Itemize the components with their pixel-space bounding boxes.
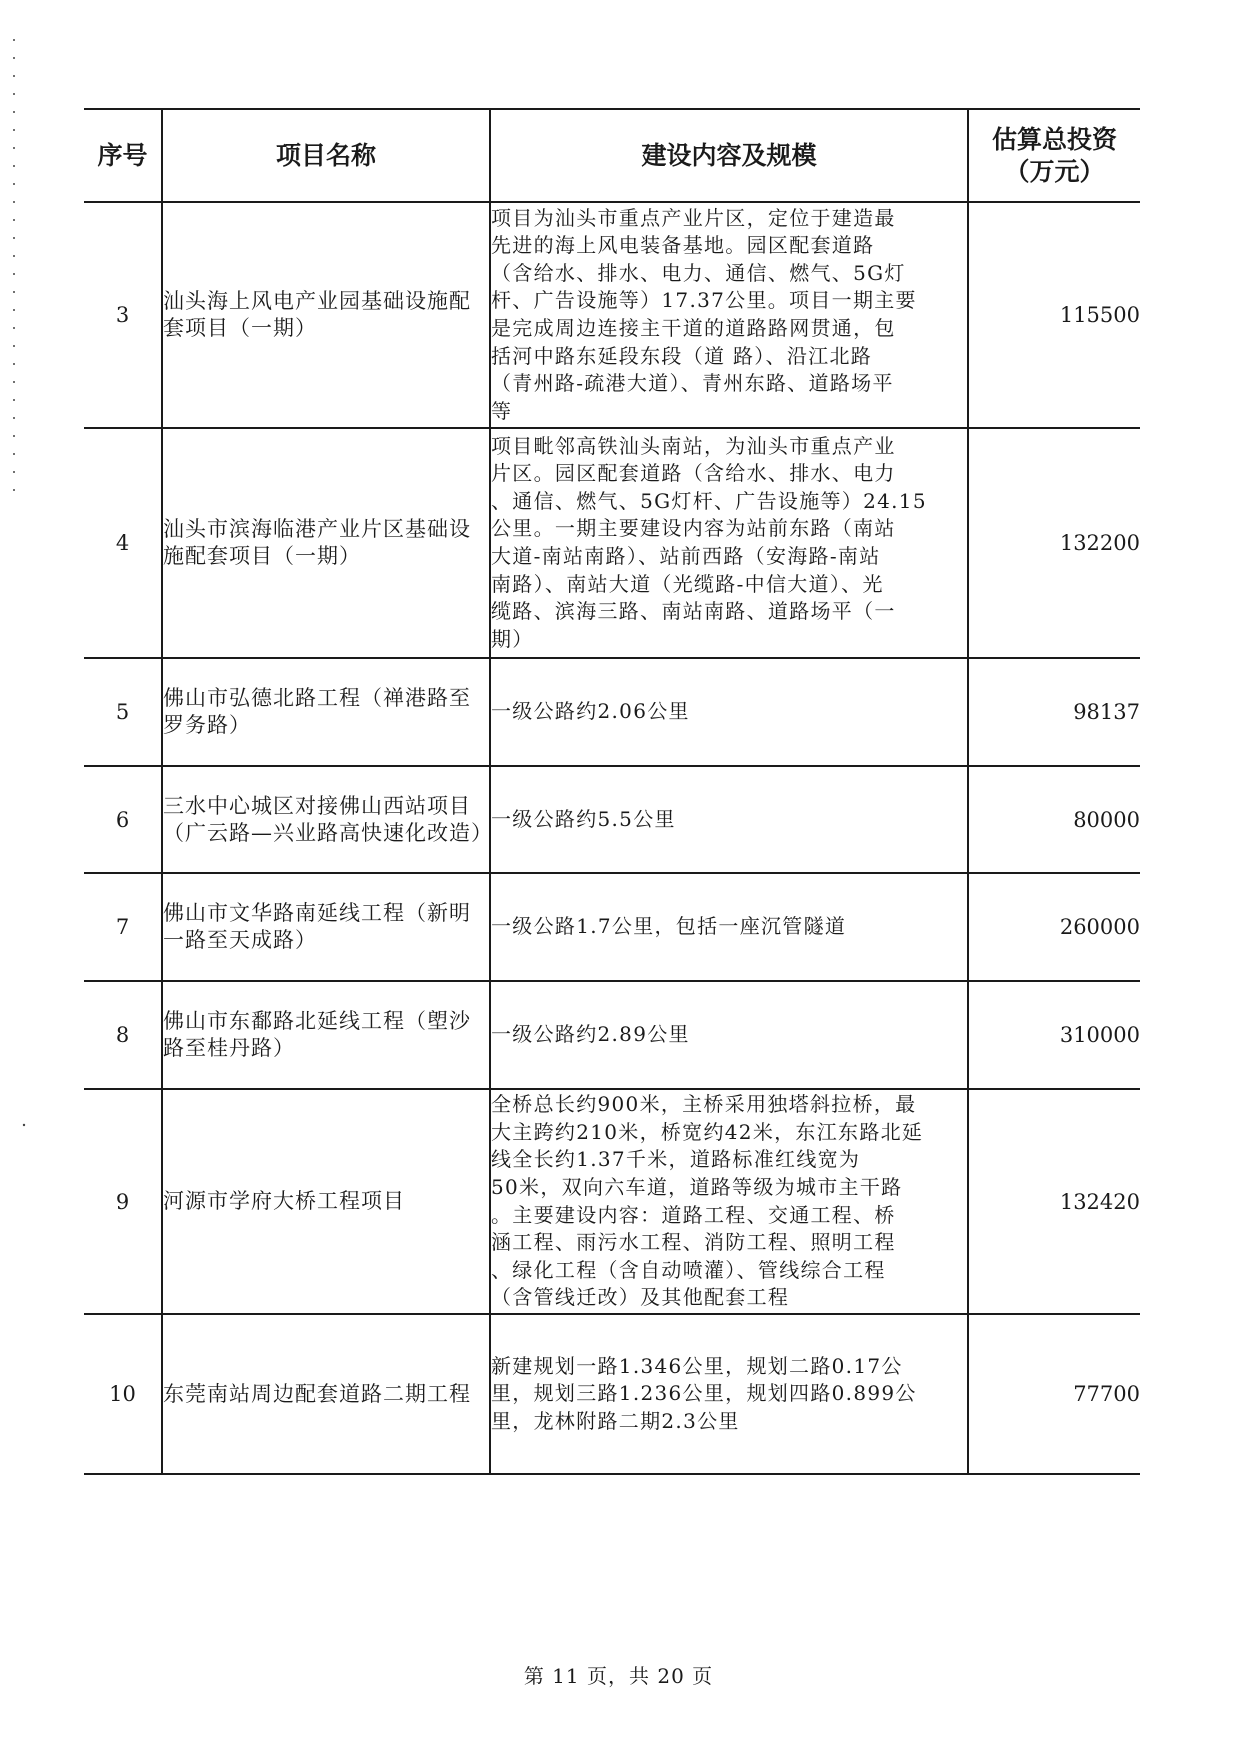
row-seq: 10: [84, 1314, 162, 1474]
page-number: 第 11 页，共 20 页: [523, 1664, 714, 1688]
project-table: [84, 108, 1140, 1475]
row-investment: 260000: [968, 873, 1140, 981]
table-header: [84, 109, 1140, 202]
row-seq: 9: [84, 1089, 162, 1314]
table-row: [84, 428, 1140, 658]
row-content: 一级公路约2.06公里: [490, 658, 968, 766]
header-seq: 序号: [84, 109, 162, 202]
table-row: [84, 1314, 1140, 1474]
row-content: 项目毗邻高铁汕头南站，为汕头市重点产业 片区。园区配套道路（含给水、排水、电力 、通信、燃气、5G灯杆、广告设施等）24.15 公里。一期主要建设内容为站前东路（南站 大道-南站南路）、站前西路（安海路-南站 南路）、南站大道（光缆路-中信大道）、光 缆路、滨海三路、南站南路、道路场平（一 期）: [490, 428, 968, 658]
row-project-name: 三水中心城区对接佛山西站项目（广云路—兴业路高快速化改造）: [162, 766, 490, 873]
row-investment: 80000: [968, 766, 1140, 873]
row-content: 一级公路约5.5公里: [490, 766, 968, 873]
row-investment: 132200: [968, 428, 1140, 658]
row-content: 全桥总长约900米，主桥采用独塔斜拉桥，最 大主跨约210米，桥宽约42米，东江东路北延 线全长约1.37千米，道路标准红线宽为 50米，双向六车道，道路等级为城市主干路 。主要建设内容：道路工程、交通工程、桥 涵工程、雨污水工程、消防工程、照明工程 、绿化工程（含自动喷灌）、管线综合工程 （含管线迁改）及其他配套工程: [490, 1089, 968, 1314]
scan-edge-marks: [0, 0, 40, 1751]
row-investment: 98137: [968, 658, 1140, 766]
header-investment-line2: （万元）: [1004, 156, 1105, 186]
row-seq: 5: [84, 658, 162, 766]
header-content: 建设内容及规模: [490, 109, 968, 202]
row-content: 一级公路约2.89公里: [490, 981, 968, 1089]
row-project-name: 汕头海上风电产业园基础设施配套项目（一期）: [162, 202, 490, 428]
row-content: 项目为汕头市重点产业片区，定位于建造最 先进的海上风电装备基地。园区配套道路 （含给水、排水、电力、通信、燃气、5G灯 杆、广告设施等）17.37公里。项目一期主要 是完成周边连接主干道的道路路网贯通，包 括河中路东延段东段（道 路）、沿江北路 （青州路-疏港大道）、青州东路、道路场平 等: [490, 202, 968, 428]
row-investment: 115500: [968, 202, 1140, 428]
row-seq: 8: [84, 981, 162, 1089]
header-row: [84, 109, 1140, 202]
row-project-name: 佛山市弘德北路工程（禅港路至罗务路）: [162, 658, 490, 766]
row-investment: 132420: [968, 1089, 1140, 1314]
header-investment-line1: 估算总投资: [991, 125, 1117, 155]
row-project-name: 佛山市文华路南延线工程（新明一路至天成路）: [162, 873, 490, 981]
header-name: 项目名称: [162, 109, 490, 202]
row-investment: 310000: [968, 981, 1140, 1089]
row-seq: 7: [84, 873, 162, 981]
table-row: [84, 873, 1140, 981]
header-investment: [968, 109, 1140, 202]
table-row: [84, 202, 1140, 428]
table-row: [84, 1089, 1140, 1314]
page-content: [84, 108, 1140, 1475]
table-row: [84, 658, 1140, 766]
row-content: 一级公路1.7公里，包括一座沉管隧道: [490, 873, 968, 981]
row-seq: 6: [84, 766, 162, 873]
row-seq: 3: [84, 202, 162, 428]
row-project-name: 东莞南站周边配套道路二期工程: [162, 1314, 490, 1474]
row-project-name: 汕头市滨海临港产业片区基础设施配套项目（一期）: [162, 428, 490, 658]
row-investment: 77700: [968, 1314, 1140, 1474]
table-row: [84, 766, 1140, 873]
row-project-name: 河源市学府大桥工程项目: [162, 1089, 490, 1314]
row-project-name: 佛山市东鄱路北延线工程（塱沙路至桂丹路）: [162, 981, 490, 1089]
row-seq: 4: [84, 428, 162, 658]
table-row: [84, 981, 1140, 1089]
row-content: 新建规划一路1.346公里，规划二路0.17公 里，规划三路1.236公里，规划四路0.899公 里，龙林附路二期2.3公里: [490, 1314, 968, 1474]
table-body: [84, 202, 1140, 1474]
